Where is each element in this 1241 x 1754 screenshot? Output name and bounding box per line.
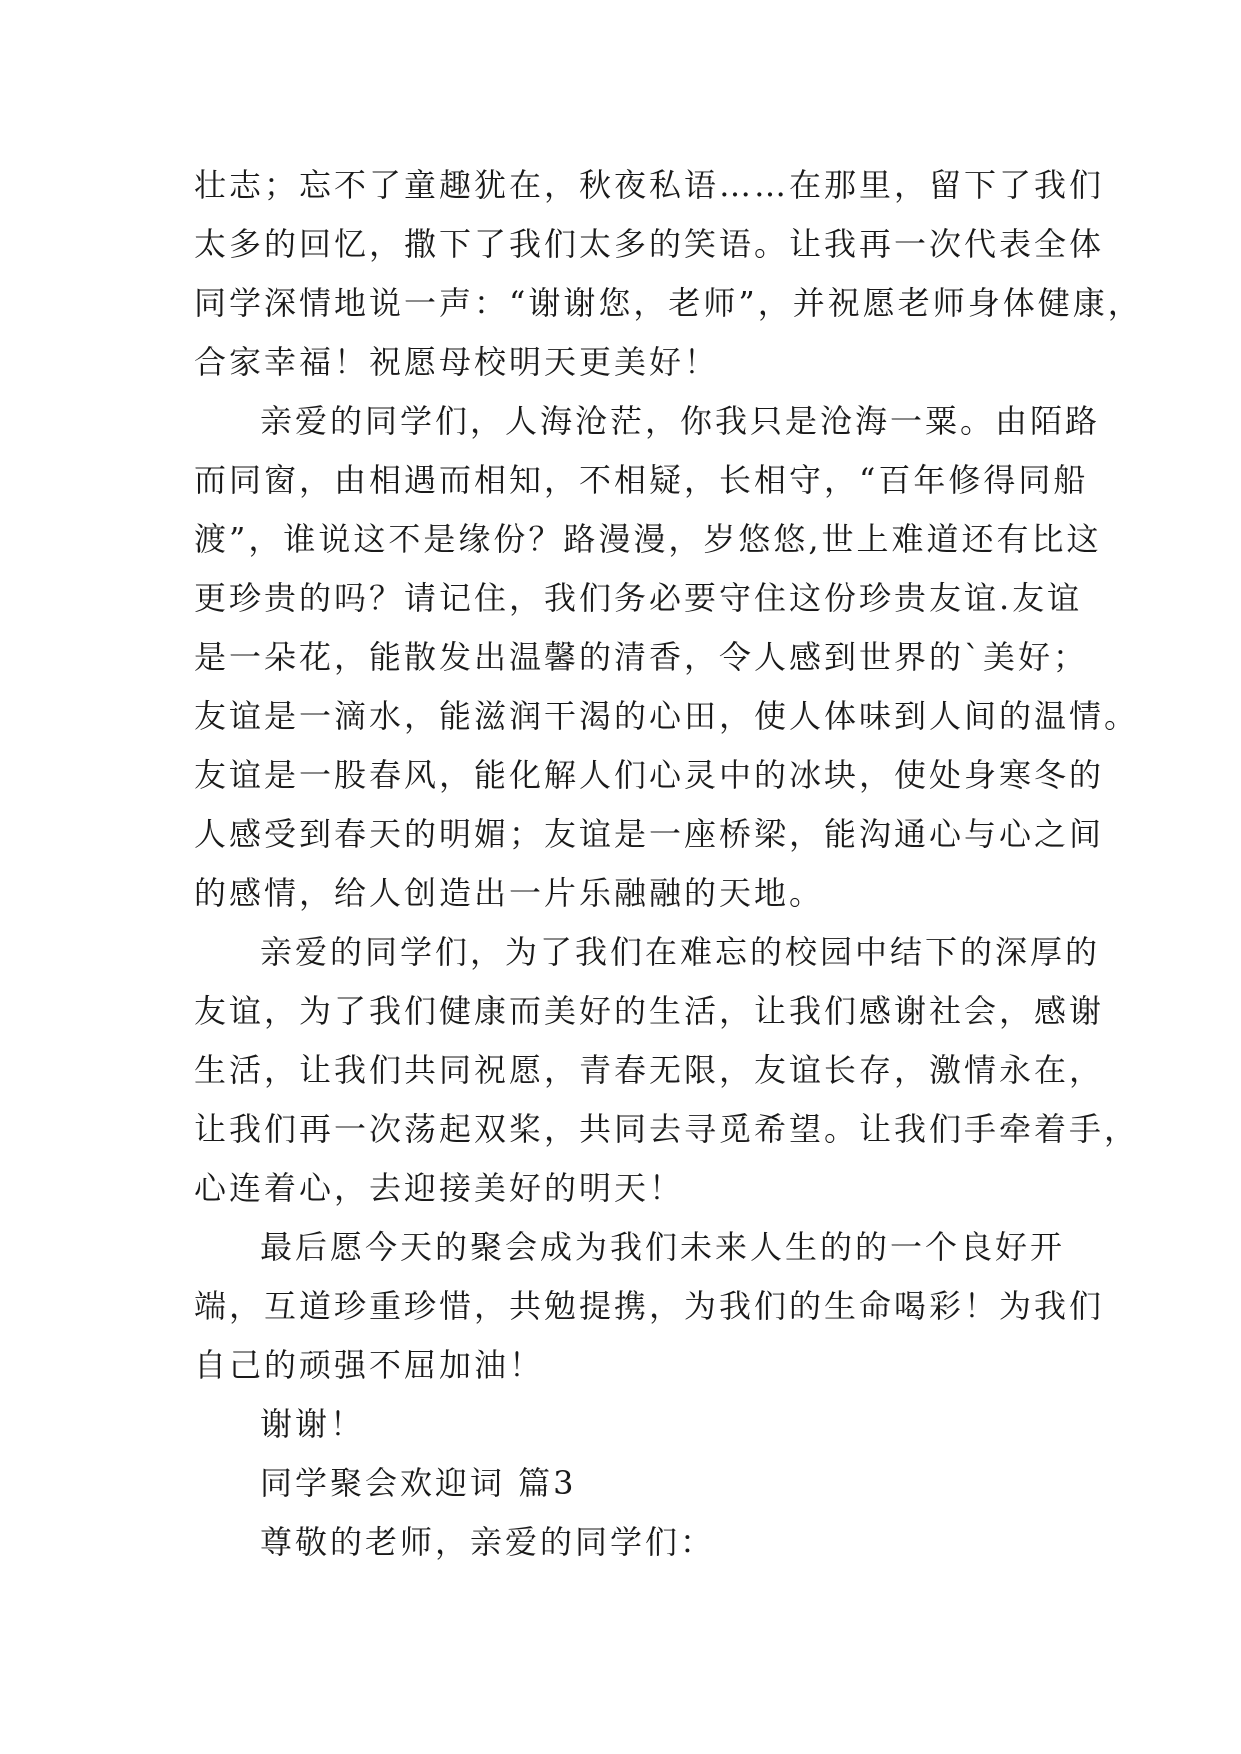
text-line: 是一朵花，能散发出温馨的清香，令人感到世界的`美好； <box>194 638 1089 676</box>
text-line: 太多的回忆，撒下了我们太多的笑语。让我再一次代表全体 <box>194 225 1105 263</box>
paragraph-start-line: 亲爱的同学们，为了我们在难忘的校园中结下的深厚的 <box>260 933 1101 971</box>
thanks-line: 谢谢！ <box>260 1405 366 1443</box>
section-heading: 同学聚会欢迎词 篇3 <box>260 1464 577 1502</box>
paragraph-start-line: 亲爱的同学们，人海沧茫，你我只是沧海一粟。由陌路 <box>260 402 1101 440</box>
text-line: 渡”，谁说这不是缘份？路漫漫，岁悠悠,世上难道还有比这 <box>194 520 1102 558</box>
paragraph-start-line: 最后愿今天的聚会成为我们未来人生的的一个良好开 <box>260 1228 1066 1266</box>
text-line: 生活，让我们共同祝愿，青春无限，友谊长存，激情永在， <box>194 1051 1105 1089</box>
text-line: 人感受到春天的明媚；友谊是一座桥梁，能沟通心与心之间 <box>194 815 1105 853</box>
text-line: 同学深情地说一声：“谢谢您，老师”，并祝愿老师身体健康， <box>194 284 1143 322</box>
text-line: 合家幸福！祝愿母校明天更美好！ <box>194 343 720 381</box>
text-line: 的感情，给人创造出一片乐融融的天地。 <box>194 874 825 912</box>
text-line: 更珍贵的吗？请记住，我们务必要守住这份珍贵友谊.友谊 <box>194 579 1083 617</box>
text-line: 友谊，为了我们健康而美好的生活，让我们感谢社会，感谢 <box>194 992 1105 1030</box>
text-line: 让我们再一次荡起双桨，共同去寻觅希望。让我们手牵着手， <box>194 1110 1140 1148</box>
text-line: 心连着心，去迎接美好的明天！ <box>194 1169 685 1207</box>
salutation-line: 尊敬的老师，亲爱的同学们： <box>260 1523 716 1561</box>
text-line: 友谊是一滴水，能滋润干渴的心田，使人体味到人间的温情。 <box>194 697 1140 735</box>
body-text <box>194 156 1143 1572</box>
text-line: 友谊是一股春风，能化解人们心灵中的冰块，使处身寒冬的 <box>194 756 1105 794</box>
text-line: 而同窗，由相遇而相知，不相疑，长相守，“百年修得同船 <box>194 461 1089 499</box>
text-line: 壮志；忘不了童趣犹在，秋夜私语……在那里，留下了我们 <box>194 166 1105 204</box>
text-line: 端，互道珍重珍惜，共勉提携，为我们的生命喝彩！为我们 <box>194 1287 1105 1325</box>
text-line: 自己的顽强不屈加油！ <box>194 1346 545 1384</box>
